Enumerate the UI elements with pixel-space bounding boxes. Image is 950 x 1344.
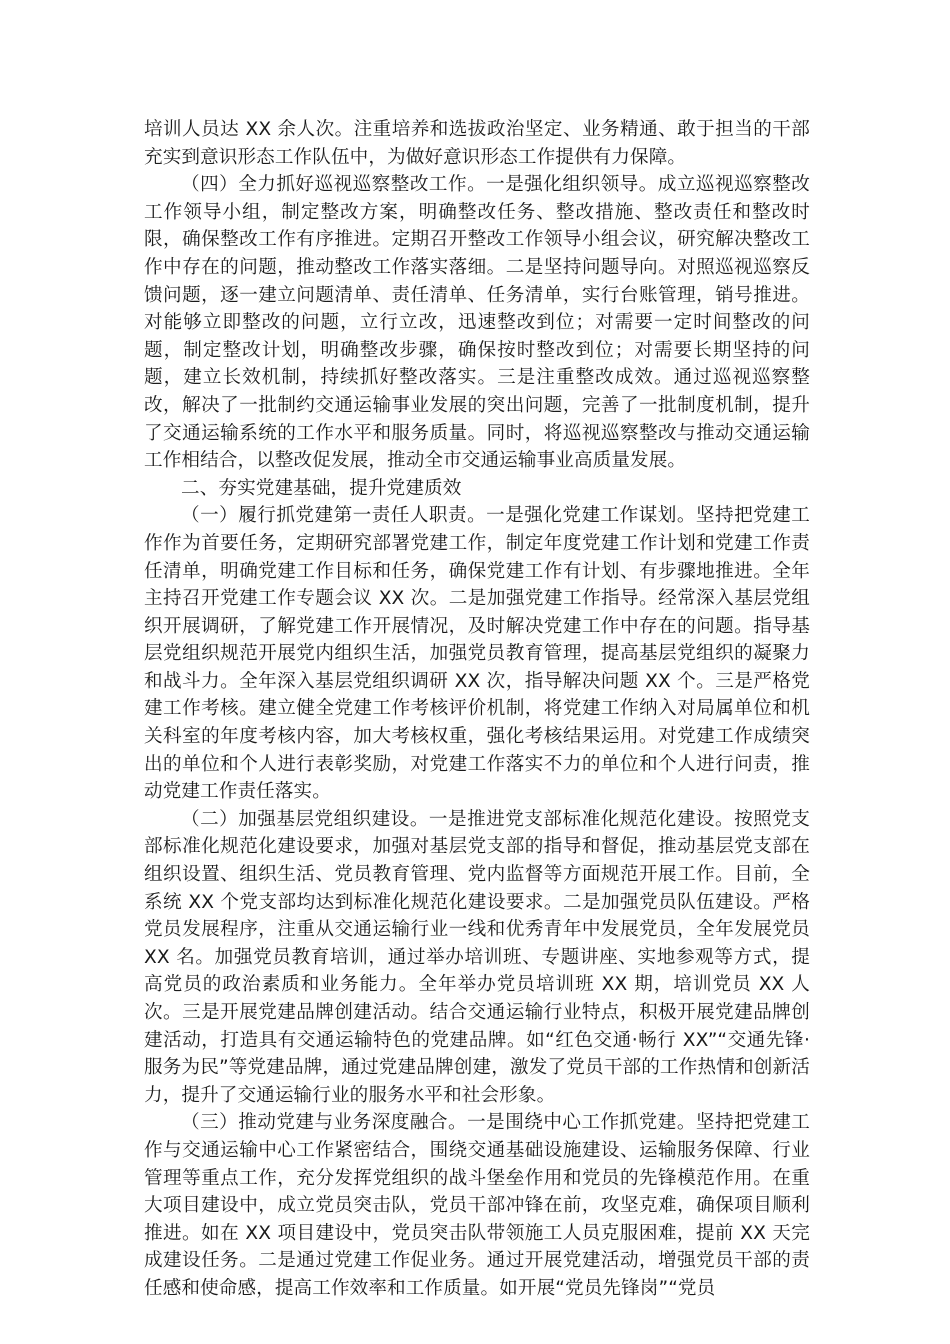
paragraph-inspection-rectification: （四）全力抓好巡视巡察整改工作。一是强化组织领导。成立巡视巡察整改工作领导小组，制定整改方案，明确整改任务、整改措施、整改责任和整改时限，确保整改工作有序推进。定期召开整改工作领导小组会议，研究解决整改工作中存在的问题，推动整改工作落实落细。二是坚持问题导向。对照巡视巡察反馈问题，逐一建立问题清单、责任清单、任务清单，实行台账管理，销号推进。对能够立即整改的问题，立行立改，迅速整改到位；对需要一定时间整改的问题，制定整改计划，明确整改步骤，确保按时整改到位；对需要长期坚持的问题，建立长效机制，持续抓好整改落实。三是注重整改成效。通过巡视巡察整改，解决了一批制约交通运输事业发展的突出问题，完善了一批制度机制，提升了交通运输系统的工作水平和服务质量。同时，将巡视巡察整改与推动交通运输工作相结合，以整改促发展，推动全市交通运输事业高质量发展。 [144, 174, 810, 472]
paragraph-party-business-integration: （三）推动党建与业务深度融合。一是围绕中心工作抓党建。坚持把党建工作与交通运输中心工作紧密结合，围绕交通基础设施建设、运输服务保障、行业管理等重点工作，充分发挥党组织的战斗堡垒作用和党员的先锋模范作用。在重大项目建设中，成立党员突击队，党员干部冲锋在前，攻坚克难，确保项目顺利推进。如在 XX 项目建设中，党员突击队带领施工人员克服困难，提前 XX 天完成建设任务。二是通过党建工作促业务。通过开展党建活动，增强党员干部的责任感和使命感，提高工作效率和工作质量。如开展“党员先锋岗”“党员 [144, 1112, 810, 1299]
paragraph-grassroots-organization: （二）加强基层党组织建设。一是推进党支部标准化规范化建设。按照党支部标准化规范化建设要求，加强对基层党支部的指导和督促，推动基层党支部在组织设置、组织生活、党员教育管理、党内监督等方面规范开展工作。目前，全系统 XX 个党支部均达到标准化规范化建设要求。二是加强党员队伍建设。严格党员发展程序，注重从交通运输行业一线和优秀青年中发展党员，全年发展党员 XX 名。加强党员教育培训，通过举办培训班、专题讲座、实地参观等方式，提高党员的政治素质和业务能力。全年举办党员培训班 XX 期，培训党员 XX 人次。三是开展党建品牌创建活动。结合交通运输行业特点，积极开展党建品牌创建活动，打造具有交通运输特色的党建品牌。如“红色交通·畅行 XX”“交通先锋·服务为民”等党建品牌，通过党建品牌创建，激发了党员干部的工作热情和创新活力，提升了交通运输行业的服务水平和社会形象。 [144, 808, 810, 1106]
paragraph-continuation: 培训人员达 XX 余人次。注重培养和选拔政治坚定、业务精通、敢于担当的干部充实到意识形态工作队伍中，为做好意识形态工作提供有力保障。 [144, 119, 810, 168]
paragraph-first-responsibility: （一）履行抓党建第一责任人职责。一是强化党建工作谋划。坚持把党建工作作为首要任务，定期研究部署党建工作，制定年度党建工作计划和党建工作责任清单，明确党建工作目标和任务，确保党建工作有计划、有步骤地推进。全年主持召开党建工作专题会议 XX 次。二是加强党建工作指导。经常深入基层党组织开展调研，了解党建工作开展情况，及时解决党建工作中存在的问题。指导基层党组织规范开展党内组织生活，加强党员教育管理，提高基层党组织的凝聚力和战斗力。全年深入基层党组织调研 XX 次，指导解决问题 XX 个。三是严格党建工作考核。建立健全党建工作考核评价机制，将党建工作纳入对局属单位和机关科室的年度考核内容，加大考核权重，强化考核结果运用。对党建工作成绩突出的单位和个人进行表彰奖励，对党建工作落实不力的单位和个人进行问责，推动党建工作责任落实。 [144, 505, 810, 803]
document-body [144, 116, 810, 1303]
section-heading: 二、夯实党建基础，提升党建质效 [181, 477, 462, 499]
